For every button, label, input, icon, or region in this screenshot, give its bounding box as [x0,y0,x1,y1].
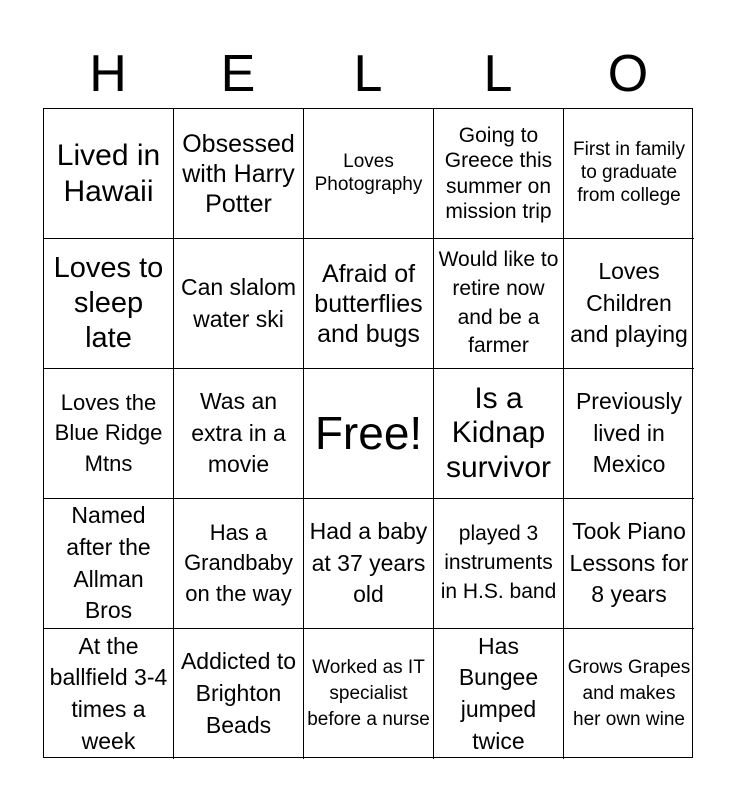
header-letter-o: O [607,45,649,103]
bingo-free-space[interactable]: Free! [304,369,434,499]
bingo-cell[interactable]: Previously lived in Mexico [564,369,694,499]
bingo-board [43,108,693,758]
header-letter-h: H [89,45,127,103]
bingo-cell[interactable]: Grows Grapes and makes her own wine [567,656,691,731]
header-letter-l1: L [353,45,383,103]
bingo-cell[interactable]: Addicted to Brighton Beads [174,629,304,759]
bingo-header [43,40,693,108]
bingo-cell[interactable]: Lived in Hawaii [44,109,174,239]
bingo-cell[interactable]: At the ballfield 3-4 times a week [44,629,174,759]
bingo-cell[interactable]: Obsessed with Harry Potter [174,109,304,239]
bingo-cell[interactable]: Loves the Blue Ridge Mtns [44,369,174,499]
bingo-cell[interactable]: Loves Photography [304,109,434,239]
bingo-cell[interactable]: Loves Children and playing [564,239,694,369]
bingo-cell[interactable]: Was an extra in a movie [174,369,304,499]
bingo-cell[interactable]: Can slalom water ski [174,239,304,369]
bingo-cell[interactable]: Worked as IT specialist before a nurse [304,629,434,759]
header-letter-e: E [220,45,256,103]
bingo-cell[interactable]: played 3 instruments in H.S. band [434,499,564,629]
header-letter-l2: L [483,45,513,103]
bingo-cell[interactable]: Going to Greece this summer on mission trip [434,109,564,239]
bingo-cell[interactable]: Afraid of butterflies and bugs [304,239,434,369]
bingo-cell[interactable]: Has Bungee jumped twice [434,629,564,759]
bingo-cell[interactable]: Took Piano Lessons for 8 years [564,499,694,629]
bingo-cell[interactable]: First in family to graduate from college [564,109,694,239]
bingo-cell[interactable]: Named after the Allman Bros [44,499,174,629]
bingo-cell[interactable]: Is a Kidnap survivor [434,369,564,499]
bingo-cell[interactable]: Has a Grandbaby on the way [174,499,304,629]
bingo-cell[interactable]: Loves to sleep late [44,239,174,369]
bingo-cell[interactable]: Would like to retire now and be a farmer [434,239,564,369]
bingo-cell[interactable]: Had a baby at 37 years old [304,499,434,629]
